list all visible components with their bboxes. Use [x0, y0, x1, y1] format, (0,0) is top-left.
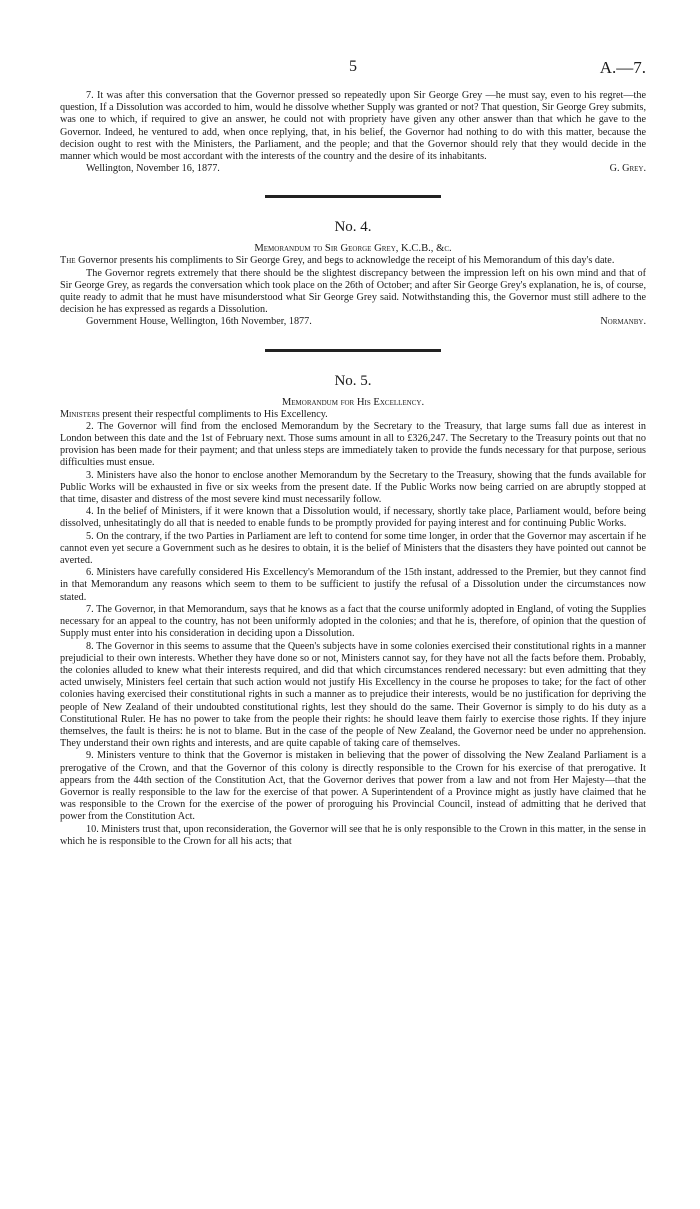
- page-number: 5: [349, 58, 357, 75]
- paragraph: 7. The Governor, in that Memorandum, says that he knows as a fact that the course uniformly adopted in England, of voting the Supplies necessary for an appeal to the country, has not been uniformly adopted in the colonies; and that he is, therefore, of opinion that the question of Supply must enter into his consideration in deciding upon a Dissolution.: [60, 603, 646, 640]
- section-divider: [265, 349, 441, 352]
- paragraph: 5. On the contrary, if the two Parties in Parliament are left to contend for some time longer, in order that the Governor may ascertain if he cannot even yet secure a Government such as he desires to obtain, it is the belief of Ministers that the disasters they have pointed out cannot be averted.: [60, 530, 646, 567]
- signoff: [60, 163, 646, 175]
- paragraph: 8. The Governor in this seems to assume that the Queen's subjects have in some colonies exercised their constitutional rights in a manner prejudicial to their own interests. Whether they have done so or not, Ministers cannot say, for they have not all the facts before them. Probably, the colonies alluded to knew what their interests required, and did that which circumstances rendered necessary: but even admitting that they acted unwisely, Ministers feel certain that such action would not justify His Excellency in the course he proposes to take; for the fact of other colonies having exercised their constitutional rights in such a manner as to prejudice their interests, would be no justification for depriving the people of New Zealand of their undoubted constitutional rights, lest they should do the same. Their Governor is simply to do his duty as a Constitutional Ruler. He has no power to take from the people their rights: he should leave them fairly to exercise those rights. If they injure themselves, the fault is theirs: he is not to blame. But in the case of the people of New Zealand, the Governor need be under no apprehension. They understand their own rights and interests, and are quite capable of taking care of themselves.: [60, 640, 646, 750]
- opening-text: present their respectful compliments to His Excellency.: [99, 408, 328, 420]
- page-header: [60, 52, 646, 78]
- document-title: Memorandum to Sir George Grey, K.C.B., &c.: [254, 243, 452, 255]
- opening-paragraph: [60, 255, 646, 267]
- document-title: Memorandum for His Excellency.: [281, 396, 425, 408]
- signoff: [60, 316, 646, 328]
- paragraph: 2. The Governor will find from the enclosed Memorandum by the Secretary to the Treasury, that large sums fall due as interest in London between this date and the 1st of February next. Those sums amount in all to £326,247. The Secretary to the Treasury points out that no provision has been made for their payment; and that unless steps are immediately taken to provide the funds necessary for that purpose, serious difficulties must ensue.: [60, 420, 646, 469]
- document-reference: A.—7.: [599, 58, 646, 77]
- paragraph: 6. Ministers have carefully considered His Excellency's Memorandum of the 15th instant, addressed to the Premier, but they cannot find in that Memorandum any reasons which seem to them to be sufficient to justify the refusal of a Dissolution under the circumstances now stated.: [60, 567, 646, 603]
- opening-lead: The: [60, 255, 76, 267]
- signature: Normanby.: [600, 316, 646, 328]
- opening-lead: Ministers: [60, 408, 100, 420]
- document-number: No. 4.: [334, 219, 372, 236]
- opening-text: Governor presents his compliments to Sir George Grey, and begs to acknowledge the receipt of his Memorandum of this day's date.: [75, 255, 615, 267]
- paragraph: 9. Ministers venture to think that the Governor is mistaken in believing that the power of dissolving the New Zealand Parliament is a prerogative of the Crown, and that the Governor of this colony is directly responsible to the Crown for his exercise of that prerogative. It appears from the 44th section of the Constitution Act, that the Governor derives that power from a law and not from Her Majesty—that the Governor is really responsible to the law for the exercise of that power. A Superintendent of a Province might as justly have claimed that he was responsible to the Crown for the exercise of the power of proroguing his Provincial Council, instead of admitting that he derived that power from the Constitution Act.: [60, 750, 646, 823]
- opening-paragraph: [60, 409, 646, 421]
- paragraph: The Governor regrets extremely that there should be the slightest discrepancy between the impression left on his own mind and that of Sir George Grey, as regards the conversation which took place on the 26th of October; and after Sir George Grey's explanation, he is, of course, quite ready to admit that he must have misunderstood what Sir George Grey said. Notwithstanding this, the Governor must still adhere to the decision he has expressed as regards a Dissolution.: [60, 267, 646, 316]
- section-divider: [265, 195, 441, 198]
- paragraph: 3. Ministers have also the honor to enclose another Memorandum by the Secretary to the Treasury, showing that the funds available for Public Works will be exhausted in five or six weeks from the present date. If the Public Works now being carried on are abruptly stopped at that time, disaster and distress of the most severe kind must necessarily follow.: [60, 469, 646, 506]
- paragraph: 10. Ministers trust that, upon reconsideration, the Governor will see that he is only responsible to the Crown in this matter, in the sense in which he is responsible to the Crown for all his acts; that: [60, 823, 646, 847]
- place-date: Wellington, November 16, 1877.: [86, 163, 220, 175]
- document-number: No. 5.: [334, 372, 372, 389]
- document-page: [60, 52, 646, 848]
- signature: G. Grey.: [609, 163, 646, 175]
- paragraph: 4. In the belief of Ministers, if it were known that a Dissolution would, if necessary, shortly take place, Parliament would, before being dissolved, unhesitatingly do all that is needed to enable funds to be promptly provided for paying interest and for continuing Public Works.: [60, 506, 646, 530]
- place-date: Government House, Wellington, 16th November, 1877.: [86, 316, 312, 328]
- paragraph: 7. It was after this conversation that the Governor pressed so repeatedly upon Sir George Grey —he must say, even to his regret—the question, If a Dissolution was accorded to him, would he dissolve whether Supply was granted or not? That question, Sir George Grey submits, was one to which, if required to give an answer, he could not with propriety have given any other answer than that which he gave to the Governor. Indeed, he ventured to add, when once replying, that, in his belief, the Governor had nothing to do with this matter, because the decision ought to rest with the Ministers, the Parliament, and the people; and that the Governor should rely that they would decide in the manner which would be most accordant with the interests of the country and the desire of its inhabitants.: [60, 90, 646, 163]
